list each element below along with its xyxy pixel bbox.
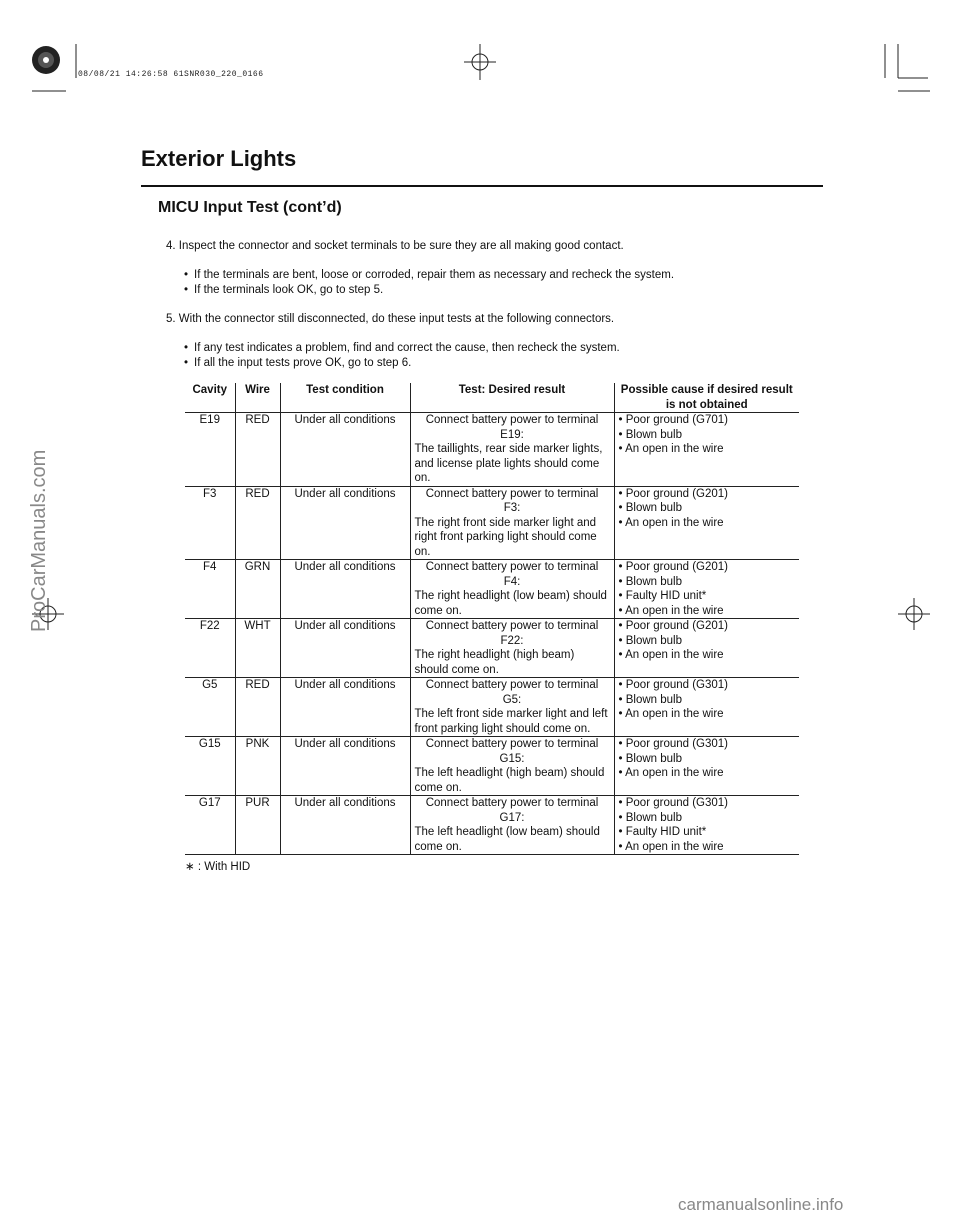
header-test-condition: Test condition xyxy=(280,383,410,413)
watermark-bottom: carmanualsonline.info xyxy=(678,1195,844,1214)
cause-item: • Blown bulb xyxy=(618,752,682,765)
cause-item: • Poor ground (G301) xyxy=(618,797,729,809)
cell-condition: Under all conditions xyxy=(280,486,410,560)
result-description: The right front side marker light and right front parking light should come on. xyxy=(414,516,597,558)
step-4: 4. Inspect the connector and socket terminals to be sure they are all making good contact. xyxy=(166,240,624,252)
cell-condition: Under all conditions xyxy=(280,678,410,737)
footnote: ∗ : With HID xyxy=(185,861,251,873)
cell-condition: Under all conditions xyxy=(280,413,410,487)
cause-item: • Poor ground (G301) xyxy=(618,679,729,691)
cell-desired-result xyxy=(410,413,614,487)
table-row xyxy=(185,560,799,619)
cell-cavity: F4 xyxy=(185,560,235,619)
result-instruction: Connect battery power to terminal xyxy=(425,797,599,809)
subsection-title: MICU Input Test (cont’d) xyxy=(158,199,342,216)
cell-possible-cause xyxy=(614,796,799,855)
watermark-side: ProCarManuals.com xyxy=(28,449,50,632)
result-instruction: Connect battery power to terminal xyxy=(425,620,599,632)
result-instruction: Connect battery power to terminal xyxy=(425,561,599,573)
cause-item: • Faulty HID unit* xyxy=(618,590,707,602)
header-desired-result: Test: Desired result xyxy=(410,383,614,413)
step-5-bullet: • If all the input tests prove OK, go to step 6. xyxy=(184,357,412,369)
cause-item: • Blown bulb xyxy=(618,502,682,514)
cause-item: • Faulty HID unit* xyxy=(618,826,707,838)
result-description: The right headlight (low beam) should come on. xyxy=(414,590,607,617)
result-description: The right headlight (high beam) should come on. xyxy=(414,649,575,676)
cause-item: • Blown bulb xyxy=(618,811,682,824)
cause-item: • Poor ground (G201) xyxy=(618,561,729,573)
cell-cavity: F22 xyxy=(185,619,235,678)
cell-condition: Under all conditions xyxy=(280,737,410,796)
cell-wire: RED xyxy=(235,678,280,737)
result-description: The left headlight (low beam) should come on. xyxy=(414,826,600,853)
result-instruction: Connect battery power to terminal xyxy=(425,738,599,750)
crosshair-top-icon xyxy=(464,44,496,80)
result-terminal: G15: xyxy=(499,752,525,765)
cause-item: • An open in the wire xyxy=(618,604,724,617)
cell-desired-result xyxy=(410,737,614,796)
cell-condition: Under all conditions xyxy=(280,619,410,678)
result-terminal: E19: xyxy=(500,428,524,441)
cell-cavity: G5 xyxy=(185,678,235,737)
cause-item: • Blown bulb xyxy=(618,575,682,588)
cell-possible-cause xyxy=(614,413,799,487)
result-terminal: F22: xyxy=(500,634,524,647)
input-test-table xyxy=(185,383,799,855)
header-wire: Wire xyxy=(235,383,280,413)
cause-item: • Poor ground (G701) xyxy=(618,414,729,426)
cause-item: • Poor ground (G201) xyxy=(618,487,729,500)
cell-condition: Under all conditions xyxy=(280,560,410,619)
table-row xyxy=(185,619,799,678)
cause-item: • Blown bulb xyxy=(618,634,682,647)
result-description: The left front side marker light and left front parking light should come on. xyxy=(414,708,608,735)
title-rule xyxy=(141,185,823,187)
result-terminal: F4: xyxy=(503,575,521,588)
result-instruction: Connect battery power to terminal xyxy=(425,487,599,500)
cause-item: • An open in the wire xyxy=(618,708,724,720)
crosshair-right-icon xyxy=(898,598,930,630)
step-5-bullet: • If any test indicates a problem, find and correct the cause, then recheck the system. xyxy=(184,342,620,354)
cell-wire: WHT xyxy=(235,619,280,678)
cell-condition: Under all conditions xyxy=(280,796,410,855)
cause-item: • An open in the wire xyxy=(618,443,724,455)
result-terminal: F3: xyxy=(503,502,521,514)
step-5: 5. With the connector still disconnected, do these input tests at the following connectors. xyxy=(166,313,615,325)
cell-possible-cause xyxy=(614,737,799,796)
cell-desired-result xyxy=(410,796,614,855)
result-description: The taillights, rear side marker lights, and license plate lights should come on. xyxy=(414,443,603,484)
cell-wire: GRN xyxy=(235,560,280,619)
cell-wire: RED xyxy=(235,413,280,487)
cause-item: • Blown bulb xyxy=(618,693,682,706)
cell-possible-cause xyxy=(614,560,799,619)
table-row xyxy=(185,486,799,560)
print-stamp: 08/08/21 14:26:58 61SNR030_220_0166 xyxy=(78,70,264,79)
cell-desired-result xyxy=(410,486,614,560)
table-body xyxy=(185,413,799,855)
result-terminal: G17: xyxy=(499,811,525,824)
target-top-left-icon xyxy=(32,46,60,74)
result-instruction: Connect battery power to terminal xyxy=(425,414,599,426)
cause-item: • An open in the wire xyxy=(618,649,724,661)
cell-wire: PUR xyxy=(235,796,280,855)
cell-possible-cause xyxy=(614,619,799,678)
cell-wire: PNK xyxy=(235,737,280,796)
cell-cavity: G15 xyxy=(185,737,235,796)
cause-item: • An open in the wire xyxy=(618,840,724,853)
cause-item: • Poor ground (G301) xyxy=(618,738,729,750)
table-row xyxy=(185,413,799,487)
table-row xyxy=(185,678,799,737)
cause-item: • An open in the wire xyxy=(618,767,724,779)
cause-item: • Blown bulb xyxy=(618,428,682,441)
step-4-bullet: • If the terminals are bent, loose or corroded, repair them as necessary and recheck the system. xyxy=(184,269,675,281)
cell-cavity: E19 xyxy=(185,413,235,487)
cell-desired-result xyxy=(410,619,614,678)
header-possible-cause: Possible cause if desired result is not obtained xyxy=(614,383,799,413)
cell-desired-result xyxy=(410,678,614,737)
cell-cavity: G17 xyxy=(185,796,235,855)
cell-cavity: F3 xyxy=(185,486,235,560)
result-instruction: Connect battery power to terminal xyxy=(425,679,599,691)
cell-wire: RED xyxy=(235,486,280,560)
cell-desired-result xyxy=(410,560,614,619)
result-terminal: G5: xyxy=(502,693,522,706)
step-4-bullet: • If the terminals look OK, go to step 5. xyxy=(184,284,384,296)
cause-item: • Poor ground (G201) xyxy=(618,620,729,632)
cause-item: • An open in the wire xyxy=(618,516,724,529)
result-description: The left headlight (high beam) should come on. xyxy=(414,767,605,794)
cell-possible-cause xyxy=(614,486,799,560)
table-row xyxy=(185,737,799,796)
table-row xyxy=(185,796,799,855)
header-cavity: Cavity xyxy=(192,384,228,396)
cell-possible-cause xyxy=(614,678,799,737)
section-title: Exterior Lights xyxy=(141,146,297,171)
